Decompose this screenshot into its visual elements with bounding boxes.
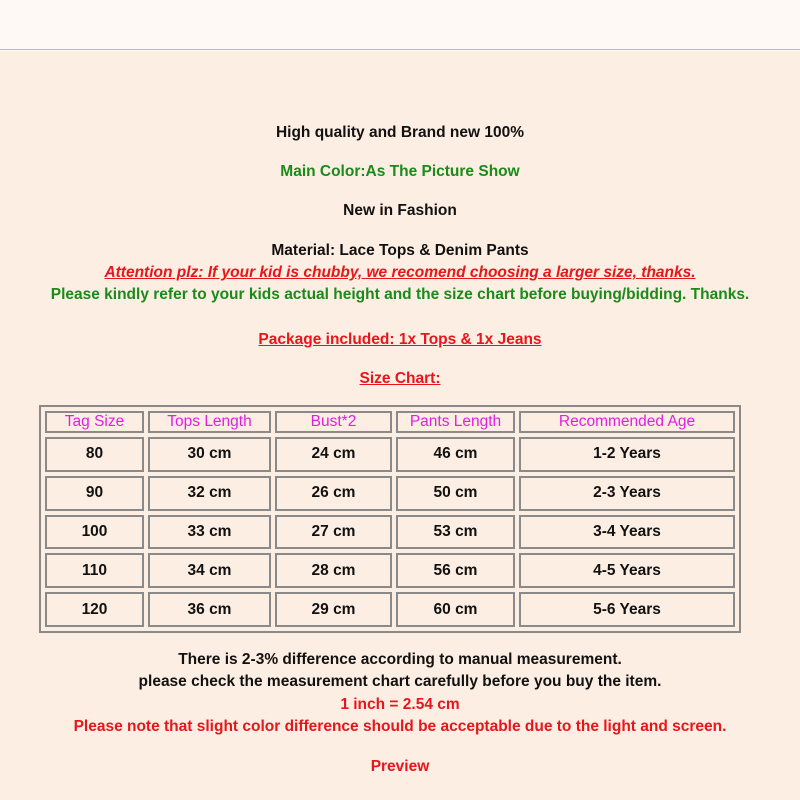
tops-length-cell: 34 cm	[148, 553, 271, 588]
header-bust: Bust*2	[275, 411, 392, 433]
table-header-row	[45, 411, 735, 433]
pants-length-cell: 60 cm	[396, 592, 515, 627]
package-included-text: Package included: 1x Tops & 1x Jeans	[258, 331, 542, 348]
attention-text: Attention plz: If your kid is chubby, we recomend choosing a larger size, thanks.	[104, 264, 696, 281]
tops-length-cell: 36 cm	[148, 592, 271, 627]
bust-cell: 24 cm	[275, 437, 392, 472]
tag-size-cell: 120	[45, 592, 144, 627]
tag-size-cell: 100	[45, 515, 144, 550]
header-recommended-age: Recommended Age	[519, 411, 735, 433]
quality-text: High quality and Brand new 100%	[275, 124, 525, 141]
pants-length-cell: 46 cm	[396, 437, 515, 472]
tag-size-cell: 80	[45, 437, 144, 472]
pants-length-cell: 50 cm	[396, 476, 515, 511]
recommended-age-cell: 3-4 Years	[519, 515, 735, 550]
pants-length-cell: 56 cm	[396, 553, 515, 588]
table-row	[45, 515, 735, 550]
size-chart-table	[39, 405, 741, 633]
tops-length-cell: 32 cm	[148, 476, 271, 511]
bust-cell: 26 cm	[275, 476, 392, 511]
tag-size-cell: 110	[45, 553, 144, 588]
recommended-age-cell: 2-3 Years	[519, 476, 735, 511]
table-row	[45, 437, 735, 472]
material-text: Material: Lace Tops & Denim Pants	[271, 242, 529, 259]
tag-size-cell: 90	[45, 476, 144, 511]
recommended-age-cell: 5-6 Years	[519, 592, 735, 627]
refer-size-chart-text: Please kindly refer to your kids actual height and the size chart before buying/bidding. Thanks.	[50, 286, 750, 303]
size-chart-heading: Size Chart:	[359, 370, 441, 387]
header-tag-size: Tag Size	[45, 411, 144, 433]
main-color-text: Main Color:As The Picture Show	[280, 163, 520, 180]
top-bar	[0, 0, 800, 50]
check-chart-text: please check the measurement chart carefully before you buy the item.	[138, 673, 662, 690]
bust-cell: 27 cm	[275, 515, 392, 550]
header-pants-length: Pants Length	[396, 411, 515, 433]
tops-length-cell: 30 cm	[148, 437, 271, 472]
table-row	[45, 553, 735, 588]
color-difference-note: Please note that slight color difference should be acceptable due to the light and screen.	[73, 718, 727, 735]
header-tops-length: Tops Length	[148, 411, 271, 433]
table-row	[45, 592, 735, 627]
measurement-difference-text: There is 2-3% difference according to manual measurement.	[178, 651, 622, 668]
bust-cell: 28 cm	[275, 553, 392, 588]
inch-conversion-text: 1 inch = 2.54 cm	[340, 696, 460, 713]
preview-heading: Preview	[370, 758, 430, 775]
table-row	[45, 476, 735, 511]
bust-cell: 29 cm	[275, 592, 392, 627]
tops-length-cell: 33 cm	[148, 515, 271, 550]
fashion-text: New in Fashion	[343, 202, 457, 219]
pants-length-cell: 53 cm	[396, 515, 515, 550]
recommended-age-cell: 4-5 Years	[519, 553, 735, 588]
recommended-age-cell: 1-2 Years	[519, 437, 735, 472]
